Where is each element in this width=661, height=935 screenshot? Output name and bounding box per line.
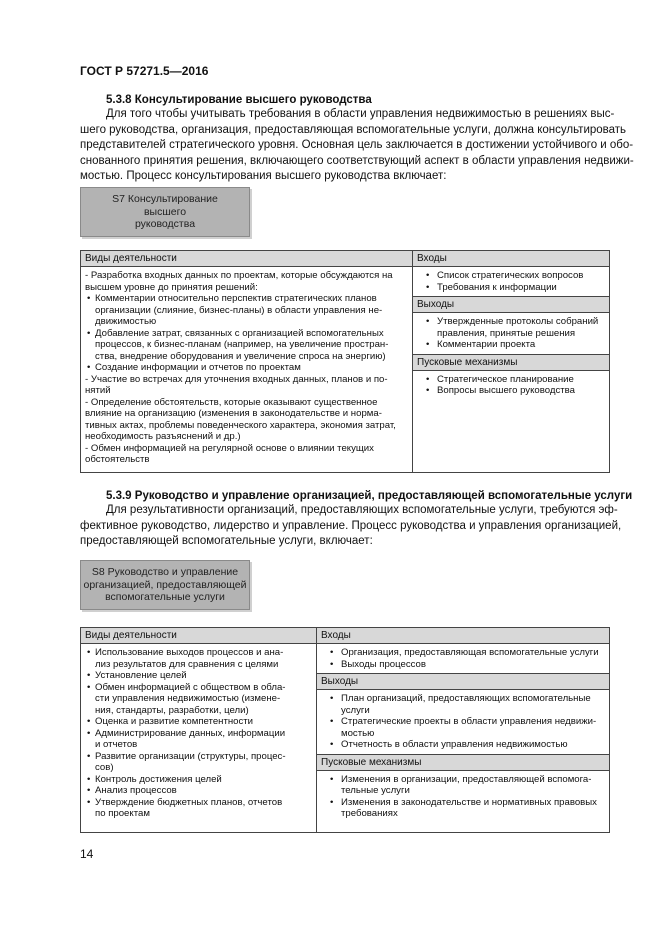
list-item-line: движимостью (95, 316, 157, 327)
list-item-line: организации (слияние, бизнес-планы) в области управления не- (95, 304, 383, 316)
triggers-header: Пусковые механизмы (317, 755, 609, 771)
triggers-header: Пусковые механизмы (413, 355, 609, 371)
outputs-section (413, 296, 609, 354)
list-item: • Организация, предоставляющая вспомогательные услуги (321, 647, 605, 659)
list-item-line: нятий (85, 385, 111, 396)
paragraph-line: мостью. Процесс консультирования высшего руководства включает: (80, 170, 447, 182)
triggers-section (317, 754, 609, 823)
list-item: • Выходы процессов (321, 659, 605, 671)
list-item-line: обстоятельств (85, 454, 150, 465)
list-item-line: сов) (95, 762, 114, 773)
list-item: • Контроль достижения целей (85, 774, 312, 786)
activities-cell (81, 628, 317, 833)
outputs-section (317, 673, 609, 754)
list-item-line: ства, внедрение оборудования и увеличение спроса на энергию) (95, 350, 386, 362)
list-item-line: - Определение обстоятельств, которые оказывают существенное (85, 396, 378, 408)
list-item: • Развитие организации (структуры, процес- (85, 751, 312, 763)
list-item: • План организаций, предоставляющих вспомогательные (321, 693, 605, 705)
process-box-s8 (80, 560, 250, 610)
process-table-s7 (80, 250, 610, 473)
inputs-header: Входы (413, 251, 609, 267)
list-item: • Анализ процессов (85, 785, 312, 797)
list-item-line: тивных актах, проблемы поведенческого характера, экономия затрат, (85, 419, 396, 431)
document-header: ГОСТ Р 57271.5—2016 (80, 64, 209, 78)
paragraph-line: представителей стратегического уровня. Основная цель заключается в достижении устойчивого и обо- (80, 139, 634, 151)
outputs-header: Выходы (317, 674, 609, 690)
paragraph-line: снованного принятия решения, включающего соответствующий аспект в области управления недвижи- (80, 154, 634, 167)
list-item: • Установление целей (85, 670, 312, 682)
list-item: • Комментарии относительно перспектив стратегических планов (85, 293, 408, 305)
process-box-line: организацией, предоставляющей (83, 578, 247, 591)
list-item-line: лиз результатов для сравнения с целями (95, 658, 279, 670)
io-cell (413, 251, 610, 473)
list-item-line: и отчетов (95, 739, 138, 750)
triggers-section (413, 354, 609, 400)
list-item-line: - Разработка входных данных по проектам, которые обсуждаются на (85, 270, 393, 281)
paragraph-line: шего руководства, организация, предоставляющая вспомогательные услуги, должна консультировать (80, 123, 627, 136)
list-item: • Вопросы высшего руководства (417, 385, 605, 397)
list-item: • Добавление затрат, связанных с организацией вспомогательных (85, 328, 408, 340)
list-item-line: - Участие во встречах для уточнения входных данных, планов и по- (85, 373, 388, 385)
list-item: • Список стратегических вопросов (417, 270, 605, 282)
list-item-line: высшем уровне до принятия решений: (85, 281, 258, 293)
section-text-538 (80, 107, 634, 185)
list-item-line: необходимость разъяснений и др.) (85, 431, 241, 442)
process-table-s8 (80, 627, 610, 833)
list-item-line: по проектам (95, 808, 150, 819)
list-item: • Изменения в организации, предоставляющей вспомога- (321, 774, 605, 786)
list-item: • Требования к информации (417, 282, 605, 294)
list-item: • Обмен информацией с обществом в обла- (85, 682, 312, 694)
list-item-line: - Обмен информацией на регулярной основе о влиянии текущих (85, 442, 374, 454)
activities-list (81, 267, 412, 469)
list-item-line: процессов, к бизнес-планам (например, на увеличение простран- (95, 339, 389, 350)
list-item: • Изменения в законодательстве и нормативных правовых (321, 797, 605, 809)
list-item-line: тельные услуги (341, 785, 410, 796)
section-text-539 (80, 503, 622, 550)
list-item: • Отчетность в области управления недвижимостью (321, 739, 605, 751)
list-item: • Утвержденные протоколы собраний (417, 316, 605, 328)
paragraph-line: предоставляющей вспомогательные услуги, включает: (80, 535, 373, 547)
process-box-s7 (80, 187, 250, 237)
list-item-line: мостью (341, 727, 375, 739)
paragraph-line: Для результативности организаций, предоставляющих вспомогательные услуги, требуются эф- (106, 504, 618, 516)
activities-header: Виды деятельности (81, 251, 412, 267)
process-box-line: высшего (143, 205, 187, 218)
outputs-list (317, 690, 609, 754)
list-item-line: ния, стандарты, разработки, цели) (95, 704, 249, 716)
inputs-list (413, 267, 609, 296)
page-number: 14 (80, 847, 94, 861)
outputs-list (413, 313, 609, 354)
triggers-list (317, 771, 609, 823)
paragraph-line: Для того чтобы учитывать требования в области управления недвижимостью в решениях выс- (106, 108, 615, 120)
list-item-line: влияние на организацию (изменения в законодательстве и норма- (85, 408, 382, 419)
paragraph-line: фективное руководство, лидерство и управление. Процесс руководства и управления организацией, (80, 519, 622, 532)
list-item-line: сти управления недвижимостью (измене- (95, 693, 281, 704)
list-item: • Утверждение бюджетных планов, отчетов (85, 797, 312, 809)
section-title-538: 5.3.8 Консультирование высшего руководства (106, 94, 372, 106)
process-box-line: S7 Консультирование (112, 193, 218, 206)
list-item: • Стратегическое планирование (417, 374, 605, 386)
list-item-line: правления, принятые решения (437, 327, 576, 339)
list-item-line: услуги (341, 704, 370, 716)
list-item: • Стратегические проекты в области управления недвижи- (321, 716, 605, 728)
process-box-line: вспомогательные услуги (105, 591, 225, 604)
list-item: • Комментарии проекта (417, 339, 605, 351)
inputs-list (317, 644, 609, 673)
list-item-line: требованиях (341, 808, 398, 819)
activities-list (81, 644, 316, 823)
inputs-header: Входы (317, 628, 609, 644)
process-box-line: S8 Руководство и управление (91, 566, 239, 579)
process-box-line: руководства (134, 218, 196, 231)
section-title-539: 5.3.9 Руководство и управление организацией, предоставляющей вспомогательные услуги (106, 490, 633, 502)
triggers-list (413, 371, 609, 400)
list-item: • Администрирование данных, информации (85, 728, 312, 740)
list-item: • Создание информации и отчетов по проектам (85, 362, 408, 374)
outputs-header: Выходы (413, 297, 609, 313)
list-item: • Использование выходов процессов и ана- (85, 647, 312, 659)
list-item: • Оценка и развитие компетентности (85, 716, 312, 728)
activities-cell (81, 251, 413, 473)
activities-header: Виды деятельности (81, 628, 316, 644)
io-cell (317, 628, 610, 833)
